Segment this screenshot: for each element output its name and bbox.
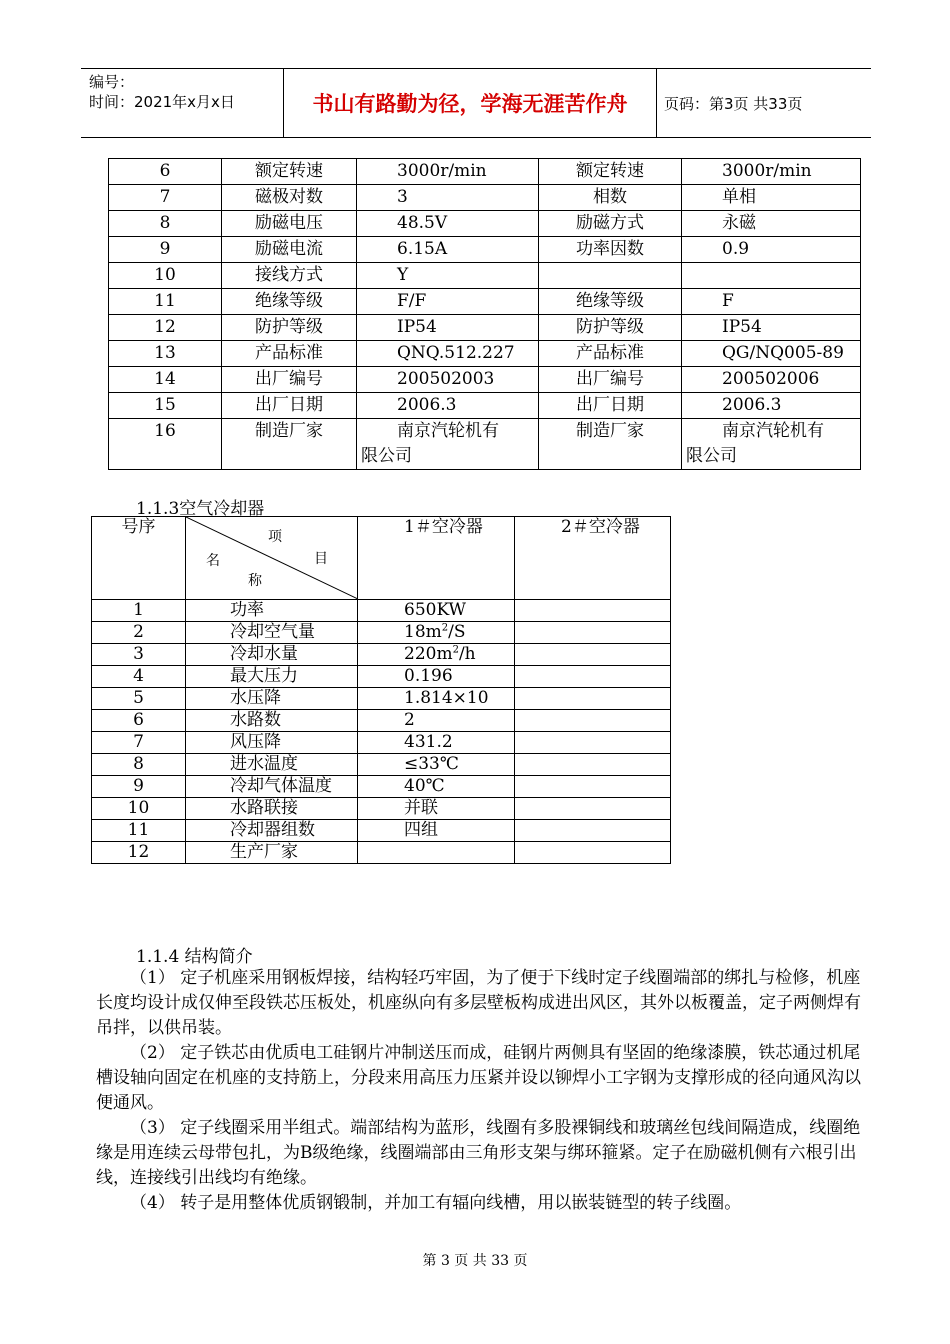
table-row bbox=[92, 622, 671, 644]
row-number: 13 bbox=[109, 341, 222, 367]
table-row bbox=[109, 315, 861, 341]
row-number: 12 bbox=[109, 315, 222, 341]
row-number: 4 bbox=[92, 666, 186, 688]
param-label bbox=[539, 263, 682, 289]
cooler-1-value bbox=[358, 644, 515, 666]
cooler-2-value bbox=[515, 710, 671, 732]
value-main: 18m bbox=[404, 622, 442, 642]
col-header-cooler-2: 2＃空冷器 bbox=[515, 517, 671, 600]
row-number: 16 bbox=[109, 419, 222, 470]
cooler-2-value bbox=[515, 820, 671, 842]
row-number: 10 bbox=[92, 798, 186, 820]
param-label: 冷却气体温度 bbox=[186, 776, 358, 798]
row-number: 14 bbox=[109, 367, 222, 393]
param-value: F bbox=[682, 289, 861, 315]
table-row bbox=[109, 159, 861, 185]
cooler-2-value bbox=[515, 776, 671, 798]
table-row bbox=[109, 263, 861, 289]
cooler-1-value: 40℃ bbox=[358, 776, 515, 798]
value-superscript: 2 bbox=[452, 644, 459, 656]
param-label: 生产厂家 bbox=[186, 842, 358, 864]
page-header bbox=[81, 68, 871, 138]
table-row bbox=[92, 820, 671, 842]
cooler-1-value bbox=[358, 842, 515, 864]
diagonal-header-cell bbox=[186, 517, 358, 600]
table-row bbox=[92, 754, 671, 776]
param-label: 额定转速 bbox=[539, 159, 682, 185]
param-label: 出厂日期 bbox=[539, 393, 682, 419]
table-row bbox=[109, 419, 861, 470]
param-value: 0.9 bbox=[682, 237, 861, 263]
param-value: 永磁 bbox=[682, 211, 861, 237]
section-heading-air-cooler: 1.1.3空气冷却器 bbox=[136, 499, 265, 519]
param-value: Y bbox=[357, 263, 539, 289]
cooler-2-value bbox=[515, 732, 671, 754]
table-row bbox=[109, 367, 861, 393]
row-number: 6 bbox=[109, 159, 222, 185]
paragraph: （3） 定子线圈采用半组式。端部结构为蓝形，线圈有多股裸铜线和玻璃丝包线间隔造成，线圈绝缘是用连续云母带包扎，为B级绝缘，线圈端部由三角形支架与绑环箍紧。定子在励磁机侧有六根引出线，连接线引出线均有绝缘。 bbox=[96, 1118, 861, 1188]
param-label: 防护等级 bbox=[222, 315, 357, 341]
value-main: 220m bbox=[404, 644, 453, 664]
param-label: 出厂编号 bbox=[539, 367, 682, 393]
param-value: IP54 bbox=[357, 315, 539, 341]
cooler-2-value bbox=[515, 666, 671, 688]
param-label: 水路联接 bbox=[186, 798, 358, 820]
param-label: 励磁电压 bbox=[222, 211, 357, 237]
param-value: QNQ.512.227 bbox=[357, 341, 539, 367]
value-unit-tail: /S bbox=[448, 622, 466, 642]
param-label: 励磁方式 bbox=[539, 211, 682, 237]
header-meta bbox=[81, 69, 283, 137]
air-cooler-table bbox=[91, 516, 671, 864]
paragraph: （1） 定子机座采用钢板焊接，结构轻巧牢固，为了便于下线时定子线圈端部的绑扎与检修，机座长度均设计成仅伸至段铁芯压板处，机座纵向有多层壁板构成进出风区，其外以板覆盖，定子两侧焊有吊拌，以供吊装。 bbox=[96, 968, 861, 1038]
table-row bbox=[109, 185, 861, 211]
document-number-label: 编号： bbox=[89, 73, 135, 91]
param-label: 产品标准 bbox=[539, 341, 682, 367]
param-label: 励磁电流 bbox=[222, 237, 357, 263]
param-label: 防护等级 bbox=[539, 315, 682, 341]
param-value bbox=[682, 419, 861, 470]
cooler-2-value bbox=[515, 622, 671, 644]
param-label: 产品标准 bbox=[222, 341, 357, 367]
param-value: QG/NQ005-89 bbox=[682, 341, 861, 367]
cooler-2-value bbox=[515, 842, 671, 864]
row-number: 1 bbox=[92, 600, 186, 622]
row-number: 6 bbox=[92, 710, 186, 732]
cooler-1-value: 2 bbox=[358, 710, 515, 732]
param-value: 3000r/min bbox=[682, 159, 861, 185]
value-unit-tail: /h bbox=[458, 644, 476, 664]
param-value: 2006.3 bbox=[357, 393, 539, 419]
table-row bbox=[109, 237, 861, 263]
cooler-1-value: 650KW bbox=[358, 600, 515, 622]
table-row bbox=[92, 732, 671, 754]
cooler-2-value bbox=[515, 798, 671, 820]
paragraph: （2） 定子铁芯由优质电工硅钢片冲制送压而成，硅钢片两侧具有坚固的绝缘漆膜，铁芯通过机尾槽设轴向固定在机座的支持筋上，分段来用高压力压紧并设以铆焊小工字钢为支撑形成的径向通风沟以便通风。 bbox=[96, 1043, 861, 1113]
row-number: 8 bbox=[109, 211, 222, 237]
param-label: 相数 bbox=[539, 185, 682, 211]
table-row bbox=[92, 666, 671, 688]
param-label: 冷却水量 bbox=[186, 644, 358, 666]
diag-label-mu: 目 bbox=[314, 551, 328, 567]
param-label: 额定转速 bbox=[222, 159, 357, 185]
cooler-2-value bbox=[515, 600, 671, 622]
value-line-2: 限公司 bbox=[361, 446, 412, 466]
param-label: 最大压力 bbox=[186, 666, 358, 688]
row-number: 12 bbox=[92, 842, 186, 864]
param-value: 3 bbox=[357, 185, 539, 211]
param-value: 3000r/min bbox=[357, 159, 539, 185]
param-value: 200502006 bbox=[682, 367, 861, 393]
cooler-1-value: 四组 bbox=[358, 820, 515, 842]
value-line-1: 南京汽轮机有 bbox=[397, 421, 499, 441]
param-value: 2006.3 bbox=[682, 393, 861, 419]
param-value: 6.15A bbox=[357, 237, 539, 263]
param-label: 水压降 bbox=[186, 688, 358, 710]
param-label: 风压降 bbox=[186, 732, 358, 754]
param-value: 48.5V bbox=[357, 211, 539, 237]
row-number: 8 bbox=[92, 754, 186, 776]
cooler-1-value: ≤33℃ bbox=[358, 754, 515, 776]
table-row bbox=[92, 776, 671, 798]
table-row bbox=[92, 798, 671, 820]
param-label: 功率 bbox=[186, 600, 358, 622]
structure-paragraphs bbox=[96, 966, 866, 1216]
param-label: 磁极对数 bbox=[222, 185, 357, 211]
diag-label-cheng: 称 bbox=[248, 573, 262, 589]
table-row bbox=[92, 644, 671, 666]
param-label: 制造厂家 bbox=[222, 419, 357, 470]
value-line-1: 南京汽轮机有 bbox=[722, 421, 824, 441]
cooler-2-value bbox=[515, 644, 671, 666]
cooler-2-value bbox=[515, 688, 671, 710]
param-label: 绝缘等级 bbox=[539, 289, 682, 315]
cooler-1-value bbox=[358, 622, 515, 644]
param-value: 200502003 bbox=[357, 367, 539, 393]
page-indicator: 页码：第3页 共33页 bbox=[664, 94, 803, 113]
diag-label-item: 项 bbox=[268, 529, 282, 545]
param-value: F/F bbox=[357, 289, 539, 315]
diag-label-name: 名 bbox=[206, 553, 220, 569]
param-label: 冷却器组数 bbox=[186, 820, 358, 842]
value-superscript: 2 bbox=[441, 622, 449, 634]
table-row bbox=[109, 393, 861, 419]
cooler-2-value bbox=[515, 754, 671, 776]
col-header-no: 号序 bbox=[92, 517, 186, 600]
row-number: 15 bbox=[109, 393, 222, 419]
section-heading-structure: 1.1.4 结构简介 bbox=[136, 947, 253, 967]
table-row bbox=[92, 842, 671, 864]
row-number: 11 bbox=[92, 820, 186, 842]
row-number: 10 bbox=[109, 263, 222, 289]
row-number: 3 bbox=[92, 644, 186, 666]
value-line-2: 限公司 bbox=[686, 446, 737, 466]
date-label: 时间：2021年x月x日 bbox=[89, 93, 235, 111]
param-value: IP54 bbox=[682, 315, 861, 341]
paragraph: （4） 转子是用整体优质钢锻制，并加工有辐向线槽，用以嵌装链型的转子线圈。 bbox=[130, 1193, 742, 1213]
cooler-1-value: 并联 bbox=[358, 798, 515, 820]
table-row bbox=[92, 600, 671, 622]
page-footer: 第 3 页 共 33 页 bbox=[422, 1253, 528, 1269]
table-row bbox=[109, 211, 861, 237]
param-label: 接线方式 bbox=[222, 263, 357, 289]
generator-spec-table bbox=[108, 158, 861, 470]
cooler-1-value: 1.814×10 bbox=[358, 688, 515, 710]
col-header-cooler-1: 1＃空冷器 bbox=[358, 517, 515, 600]
header-motto: 书山有路勤为径，学海无涯苦作舟 bbox=[283, 69, 657, 137]
cooler-1-value: 431.2 bbox=[358, 732, 515, 754]
table-row bbox=[109, 289, 861, 315]
param-label: 出厂日期 bbox=[222, 393, 357, 419]
row-number: 9 bbox=[92, 776, 186, 798]
param-label: 制造厂家 bbox=[539, 419, 682, 470]
param-label: 冷却空气量 bbox=[186, 622, 358, 644]
param-label: 进水温度 bbox=[186, 754, 358, 776]
row-number: 9 bbox=[109, 237, 222, 263]
row-number: 7 bbox=[92, 732, 186, 754]
param-value bbox=[357, 419, 539, 470]
row-number: 7 bbox=[109, 185, 222, 211]
table-row bbox=[92, 688, 671, 710]
row-number: 2 bbox=[92, 622, 186, 644]
table-row bbox=[109, 341, 861, 367]
param-label: 出厂编号 bbox=[222, 367, 357, 393]
table-row bbox=[92, 710, 671, 732]
param-value bbox=[682, 263, 861, 289]
param-label: 功率因数 bbox=[539, 237, 682, 263]
param-label: 绝缘等级 bbox=[222, 289, 357, 315]
table-header-row bbox=[92, 517, 671, 600]
param-value: 单相 bbox=[682, 185, 861, 211]
row-number: 11 bbox=[109, 289, 222, 315]
row-number: 5 bbox=[92, 688, 186, 710]
param-label: 水路数 bbox=[186, 710, 358, 732]
cooler-1-value: 0.196 bbox=[358, 666, 515, 688]
